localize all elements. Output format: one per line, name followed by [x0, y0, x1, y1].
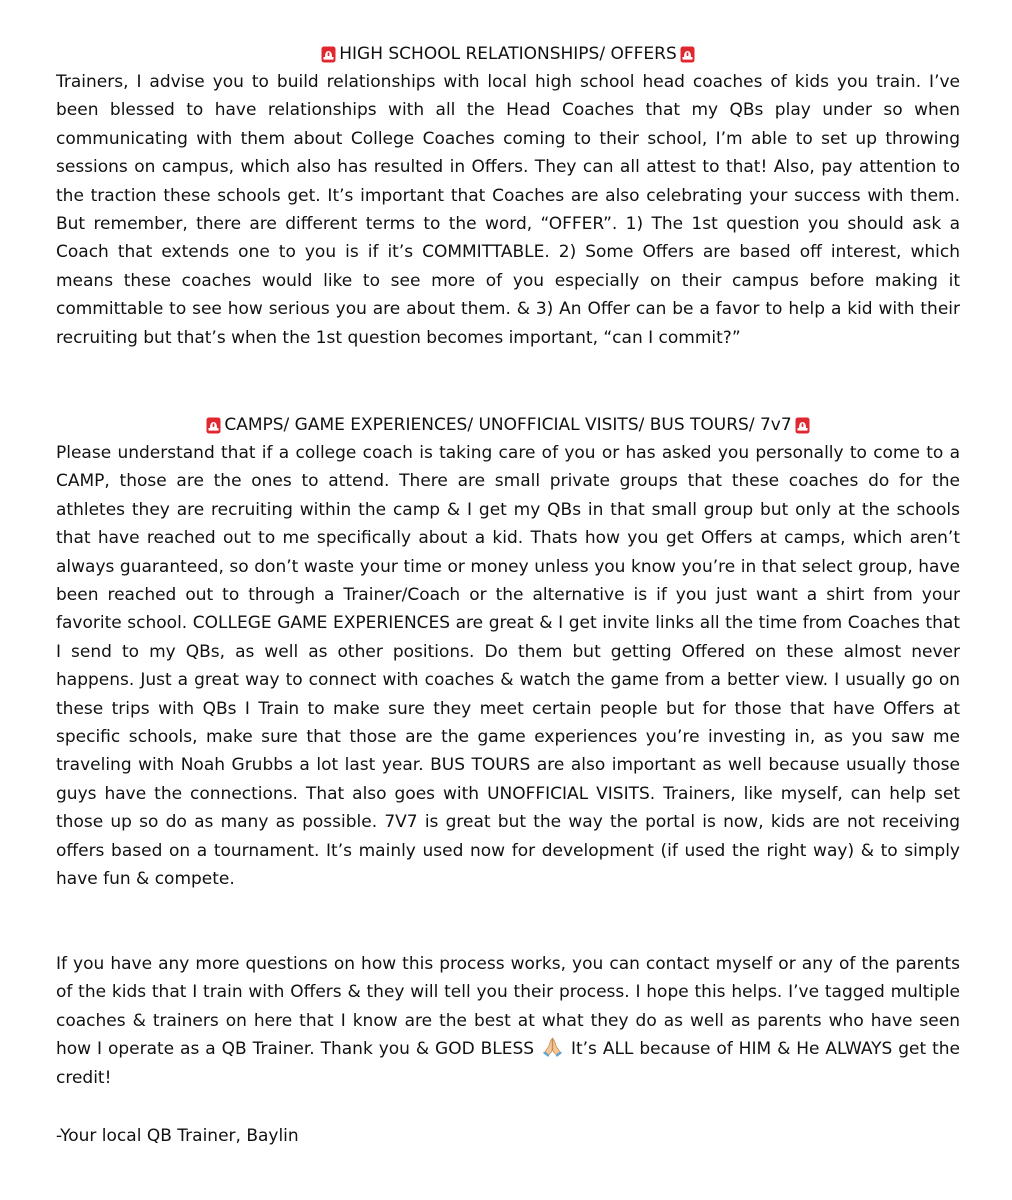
closing-paragraph	[56, 950, 960, 1092]
section-heading	[56, 411, 960, 439]
signature	[56, 1122, 960, 1150]
closing-text-end: It’s ALL because of HIM & He ALWAYS get the credit!	[56, 1039, 961, 1088]
police-car-light-icon	[321, 46, 336, 63]
closing-body	[56, 950, 960, 1092]
section-body: Trainers, I advise you to build relationships with local high school head coaches of kids you train. I’ve been blessed to have relationships with all the Head Coaches that my QBs play under so when communicating with them about College Coaches coming to their school, I’m able to set up throwing sessions on campus, which also has resulted in Offers. They can all attest to that! Also, pay attention to the traction these schools get. It’s important that Coaches are also celebrating your success with them. But remember, there are different terms to the word, “OFFER”. 1) The 1st question you should ask a Coach that extends one to you is if it’s COMMITTABLE. 2) Some Offers are based off interest, which means these coaches would like to see more of you especially on their campus before making it committable to see how serious you are about them. & 3) An Offer can be a favor to help a kid with their recruiting but that’s when the 1st question becomes important, “can I commit?”	[56, 72, 960, 348]
police-car-light-icon	[206, 417, 221, 434]
police-car-light-icon	[795, 417, 810, 434]
section-high-school-relationships	[56, 40, 960, 352]
section-camps-game-experiences	[56, 411, 960, 894]
folded-hands-icon	[542, 1036, 563, 1057]
section-heading	[56, 40, 960, 68]
closing-text: If you have any more questions on how this process works, you can contact myself or any of the parents of the kids that I train with Offers & they will tell you their process. I hope this helps. I’ve tagged multiple coaches & trainers on here that I know are the best at what they do as well as parents who have seen how I operate as a QB Trainer. Thank you & GOD BLESS	[56, 954, 960, 1060]
police-car-light-icon	[680, 46, 695, 63]
heading-text: HIGH SCHOOL RELATIONSHIPS/ OFFERS	[339, 43, 677, 64]
signature-text: -Your local QB Trainer, Baylin	[56, 1126, 299, 1146]
section-body: Please understand that if a college coach is taking care of you or has asked you personally to come to a CAMP, those are the ones to attend. There are small private groups that these coaches do for the athletes they are recruiting within the camp & I get my QBs in that small group but only at the schools that have reached out to me specifically about a kid. Thats how you get Offers at camps, which aren’t always guaranteed, so don’t waste your time or money unless you know you’re in that select group, have been reached out to through a Trainer/Coach or the alternative is if you just want a shirt from your favorite school. COLLEGE GAME EXPERIENCES are great & I get invite links all the time from Coaches that I send to my QBs, as well as other positions. Do them but getting Offered on these almost never happens. Just a great way to connect with coaches & watch the game from a better view. I usually go on these trips with QBs I Train to make sure they meet certain people but for those that have Offers at specific schools, make sure that those are the game experiences you’re investing in, as you saw me traveling with Noah Grubbs a lot last year. BUS TOURS are also important as well because usually those guys have the connections. That also goes with UNOFFICIAL VISITS. Trainers, like myself, can help set those up so do as many as possible. 7V7 is great but the way the portal is now, kids are not receiving offers based on a tournament. It’s mainly used now for development (if used the right way) & to simply have fun & compete.	[56, 443, 960, 890]
heading-text: CAMPS/ GAME EXPERIENCES/ UNOFFICIAL VISITS/ BUS TOURS/ 7v7	[224, 414, 792, 435]
